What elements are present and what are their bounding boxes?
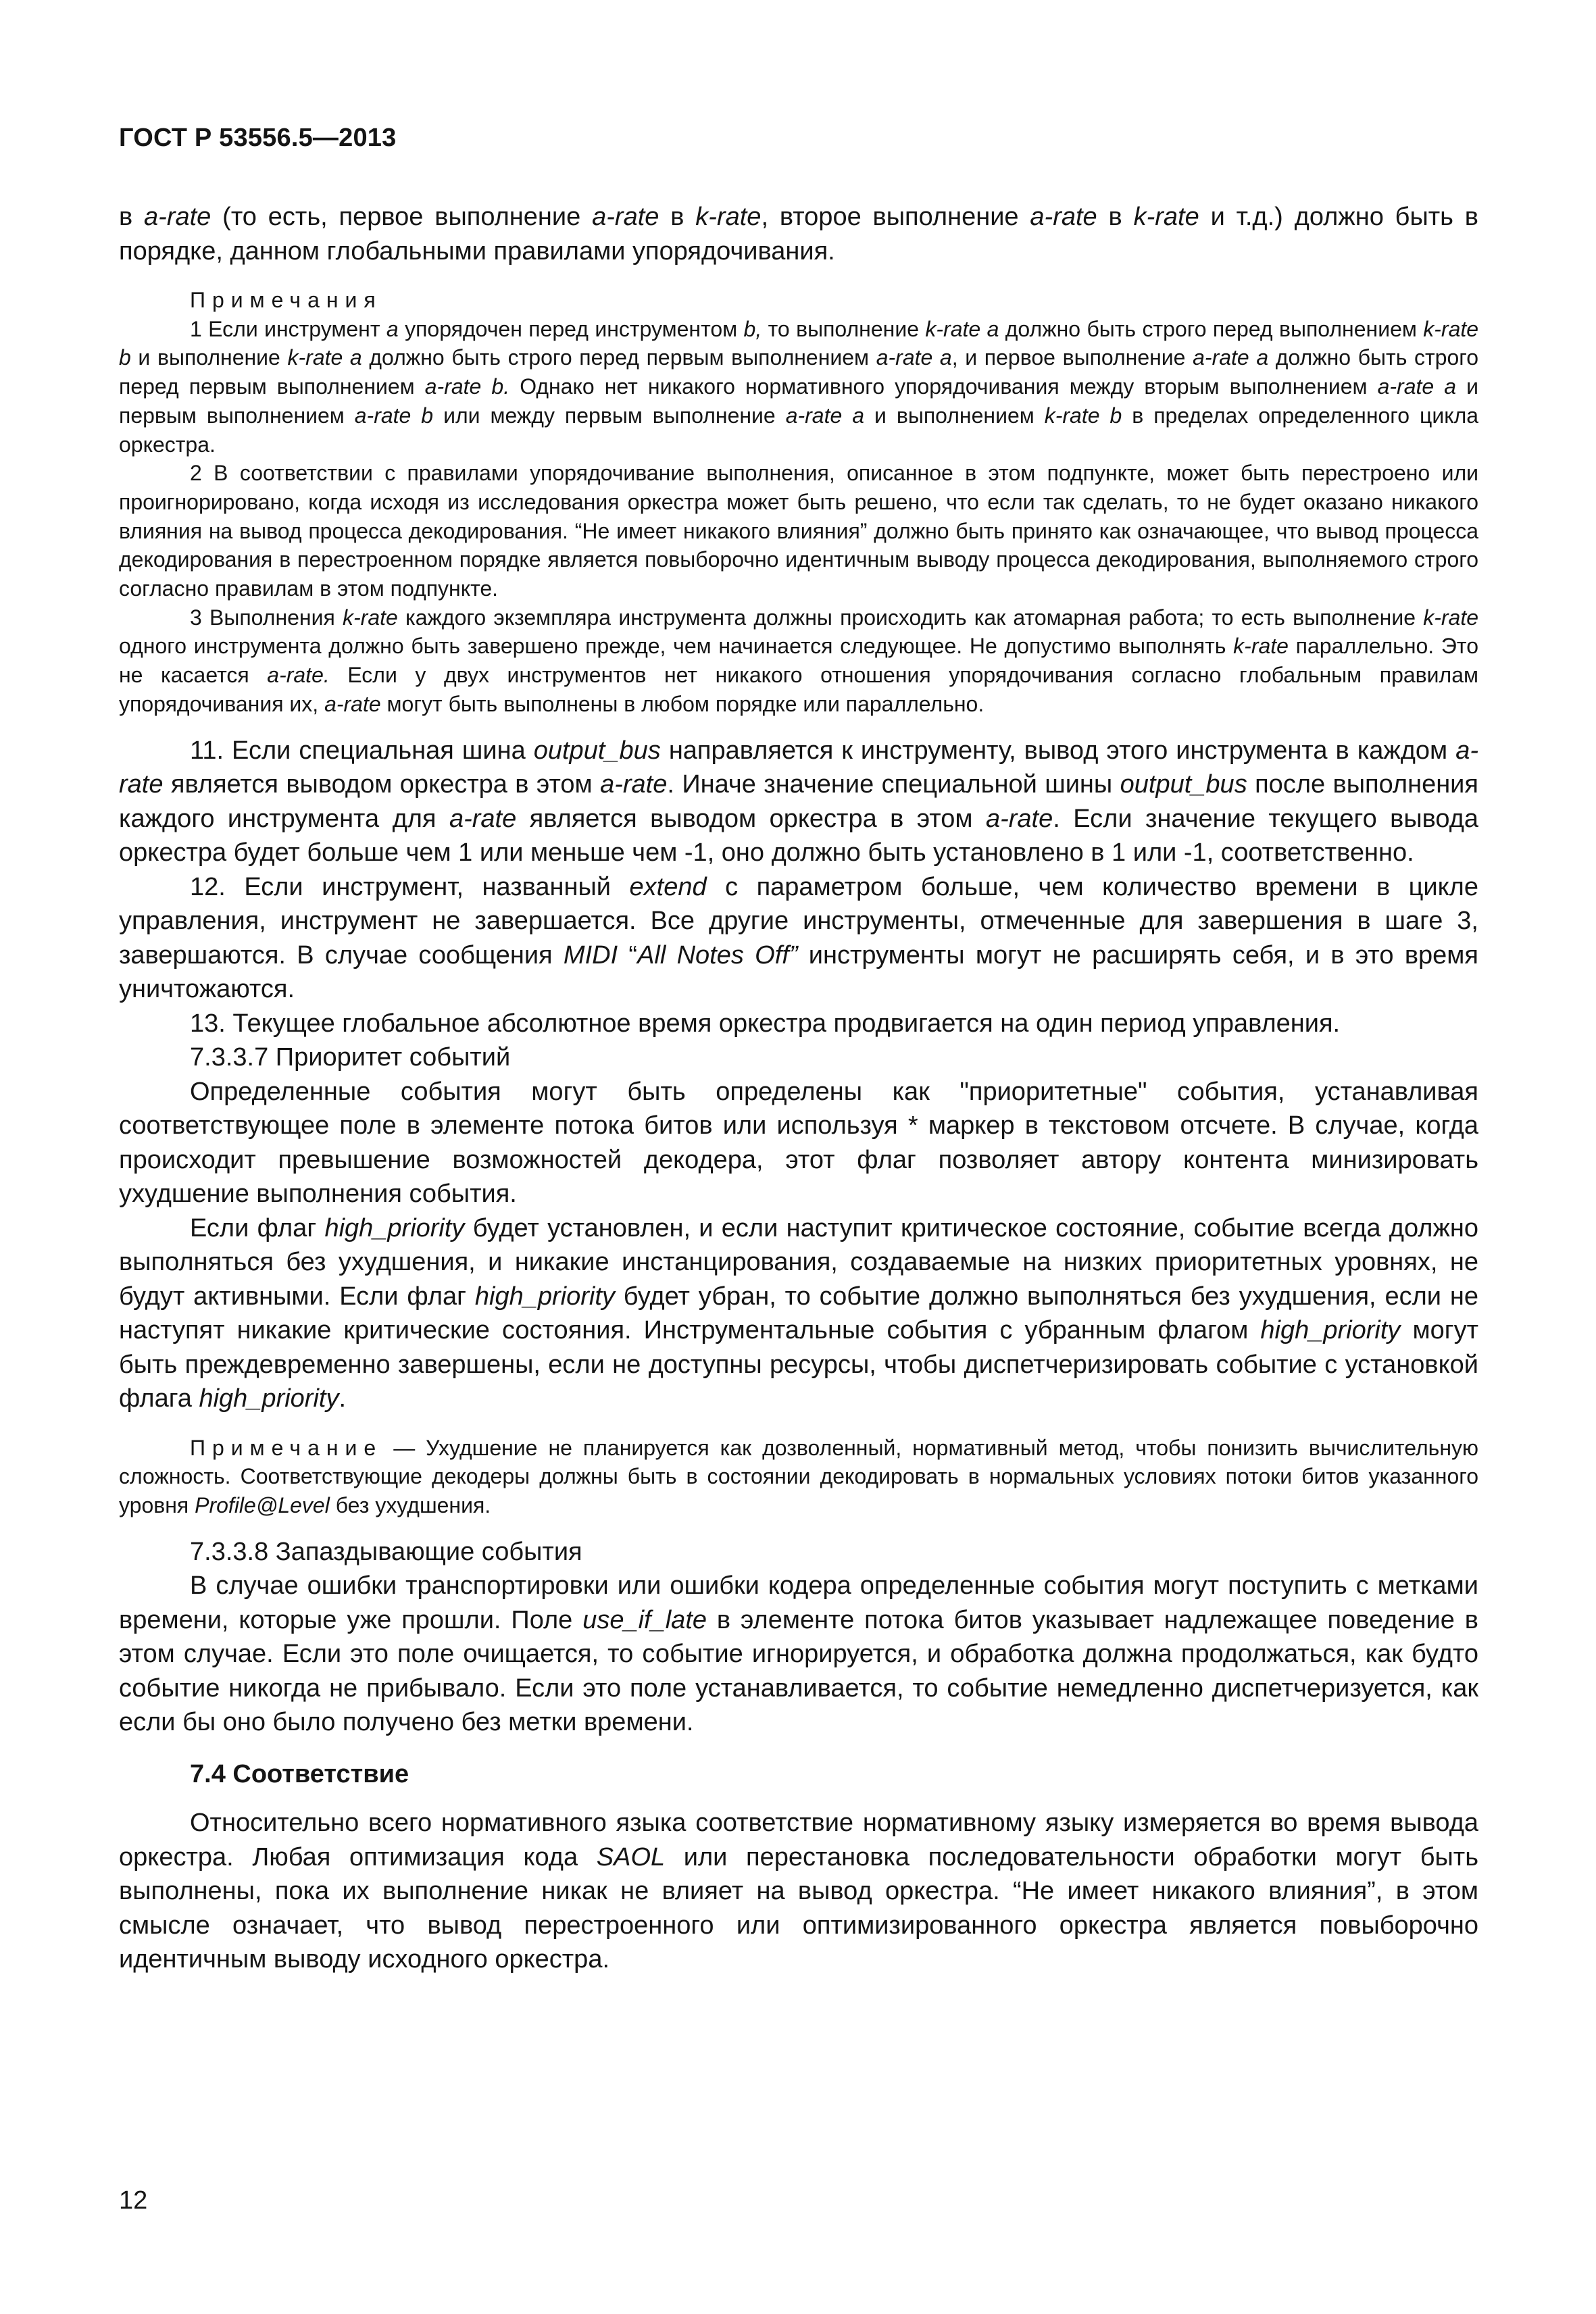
document-header: ГОСТ Р 53556.5—2013: [119, 124, 397, 152]
section-7337-paragraph-2: Если флаг high_priority будет установлен, и если наступит критическое состояние, событие всегда должно выполняться без ухудшения, и никакие инстанцирования, создаваемые на низких приоритетных уровнях, не будут активными. Если флаг high_priority будет убран, то событие должно выполняться без ухудшения, если не наступят никакие критические состояния. Инструментальные события с убранным флагом high_priority могут быть преждевременно завершены, если не доступны ресурсы, чтобы диспетчеризировать событие с установкой флага high_priority.: [119, 1213, 1479, 1413]
item-12: 12. Если инструмент, названный extend с параметром больше, чем количество времени в цикле управления, инструмент не завершается. Все другие инструменты, отмеченные для завершения в шаге 3, завершаются. В случае сообщения MIDI “All Notes Off” инструменты могут не расширять себя, и в это время уничтожаются.: [119, 872, 1478, 1004]
notes-label: Примечания: [190, 288, 382, 312]
section-74-heading: 7.4 Соответствие: [190, 1759, 409, 1788]
intro-paragraph: в a-rate (то есть, первое выполнение a-rate в k-rate, второе выполнение a-rate в k-rate и т.д.) должно быть в порядке, данном глобальными правилами упорядочивания.: [119, 203, 1478, 266]
page-number: 12: [119, 2186, 148, 2215]
note-block-2: [119, 1434, 1478, 1520]
note-2: 2 В соответствии с правилами упорядочивание выполнения, описанное в этом подпункте, может быть перестроено или проигнорировано, когда исходя из исследования оркестра может быть решено, что если так сделать, то не будет оказано никакого влияния на вывод процесса декодирования. “Не имеет никакого влияния” должно быть принято как означающее, что вывод процесса декодирования в перестроенном порядке является повыборочно идентичным выводу процесса декодирования, выполняемого строго согласно правилам в этом подпункте.: [119, 461, 1478, 601]
note-degradation: Примечание — Ухудшение не планируется как дозволенный, нормативный метод, чтобы понизить вычислительную сложность. Соответствующие декодеры должны быть в состоянии декодировать в нормальных условиях потоки битов указанного уровня Profile@Level без ухудшения.: [119, 1435, 1478, 1517]
note-1: 1 Если инструмент a упорядочен перед инструментом b, то выполнение k-rate a должно быть строго перед выполнением k-rate b и выполнение k-rate a должно быть строго перед первым выполнением a-rate a, и первое выполнение a-rate a должно быть строго перед первым выполнением a-rate b. Однако нет никакого нормативного упорядочивания между вторым выполнением a-rate a и первым выполнением a-rate b или между первым выполнение a-rate a и выполнением k-rate b в пределах определенного цикла оркестра.: [119, 316, 1479, 457]
section-7338-title: 7.3.3.8 Запаздывающие события: [190, 1537, 582, 1566]
section-74-paragraph: Относительно всего нормативного языка соответствие нормативному языку измеряется во время вывода оркестра. Любая оптимизация кода SAOL или перестановка последовательности обработки могут быть выполнены, пока их выполнение никак не влияет на вывод оркестра. “Не имеет никакого влияния”, в этом смысле означает, что вывод перестроенного или оптимизированного оркестра является повыборочно идентичным выводу исходного оркестра.: [119, 1809, 1478, 1974]
section-7337-paragraph-1: Определенные события могут быть определены как "приоритетные" события, устанавливая соответствующее поле в элементе потока битов или используя * маркер в текстовом отсчете. В случае, когда происходит превышение возможностей декодера, этот флаг позволяет автору контента минизировать ухудшение выполнения события.: [119, 1077, 1478, 1209]
section-7338-paragraph: В случае ошибки транспортировки или ошибки кодера определенные события могут поступить с метками времени, которые уже прошли. Поле use_if_late в элементе потока битов указывает надлежащее поведение в этом случае. Если это поле очищается, то событие игнорируется, и обработка должна продолжаться, как будто событие никогда не прибывало. Если это поле устанавливается, то событие немедленно диспетчеризуется, как если бы оно было получено без метки времени.: [119, 1571, 1478, 1737]
notes-block: [119, 286, 1478, 719]
note-3: 3 Выполнения k-rate каждого экземпляра инструмента должны происходить как атомарная работа; то есть выполнение k-rate одного инструмента должно быть завершено прежде, чем начинается следующее. Не допустимо выполнять k-rate параллельно. Это не касается a-rate. Если у двух инструментов нет никакого отношения упорядочивания согласно глобальным правилам упорядочивания их, a-rate могут быть выполнены в любом порядке или параллельно.: [119, 605, 1479, 716]
item-11: 11. Если специальная шина output_bus направляется к инструменту, вывод этого инструмента в каждом a-rate является выводом оркестра в этом a-rate. Иначе значение специальной шины output_bus после выполнения каждого инструмента для a-rate является выводом оркестра в этом a-rate. Если значение текущего вывода оркестра будет больше чем 1 или меньше чем -1, оно должно быть установлено в 1 или -1, соответственно.: [119, 736, 1479, 867]
item-13: 13. Текущее глобальное абсолютное время оркестра продвигается на один период управления.: [190, 1009, 1341, 1038]
page-content: [119, 200, 1478, 1977]
section-7337-title: 7.3.3.7 Приоритет событий: [190, 1043, 511, 1072]
